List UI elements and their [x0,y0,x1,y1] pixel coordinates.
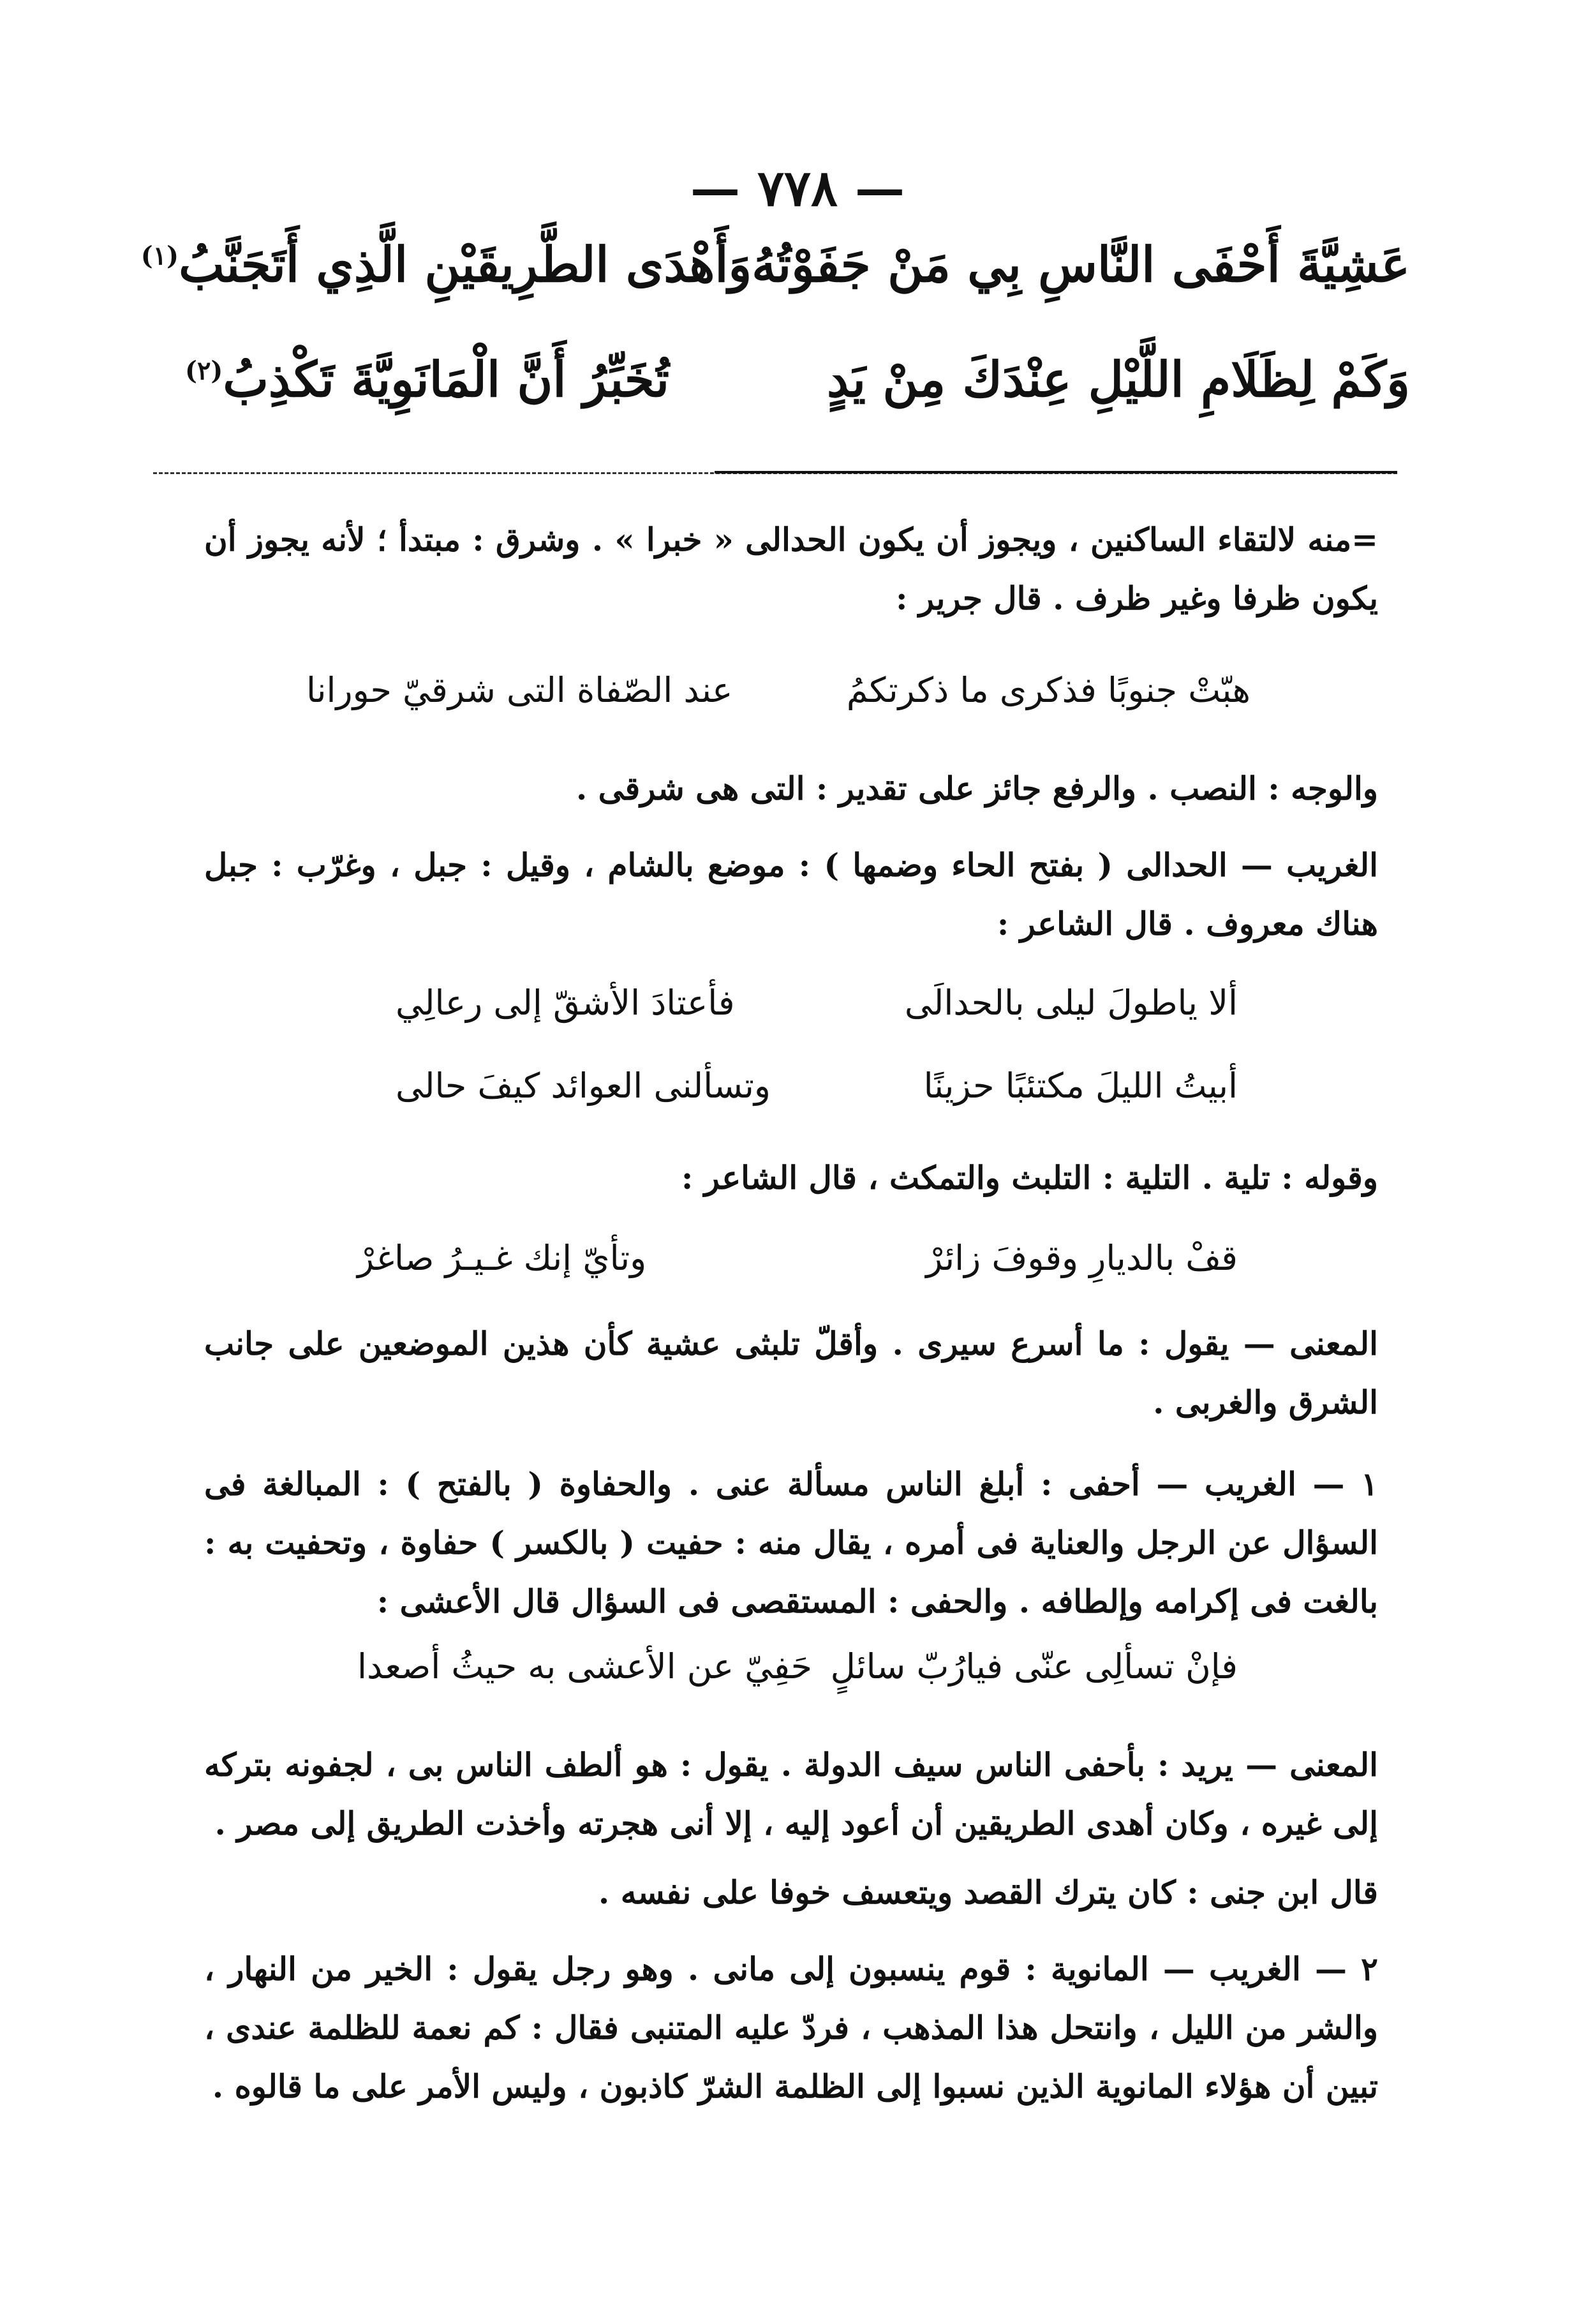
commentary-p1: =منه لالتقاء الساكنين ، ويجوز أن يكون الحدالى « خبرا » . وشرق : مبتدأ ؛ لأنه يجوز أن يكون ظرفا وغير ظرف . قال جرير : [204,521,1378,617]
poet-verse-1-second: فأعتادَ الأشقّ إلى رعالِي [396,983,735,1023]
poet-verse-1-first: ألا ياطولَ ليلى بالحدالَى [904,983,1238,1023]
aasha-first-hemistich: فإنْ تسألِى عنّى فيارُبّ سائلٍ [830,1646,1238,1687]
commentary-p3: الغريب — الحدالى ( بفتح الحاء وضمها ) : موضع بالشام ، وقيل : جبل ، وغرّب : جبل هناك معروف . قال الشاعر : [204,846,1378,942]
commentary-p4: وقوله : تلية . التلية : التلبث والتمكث ، قال الشاعر : [681,1159,1378,1196]
poet-verse-3 [357,1238,1238,1278]
footnote-1: ١ — الغريب — أحفى : أبلغ الناس مسألة عنى . والحفاوة ( بالفتح ) : المبالغة فى السؤال عن الرجل والعناية فى أمره ، يقال منه : حفيت ( بالكسر ) حفاوة ، وتحفيت به : بالغت فى إكرامه وإلطافه . والحفى : المستقصى فى السؤال قال الأعشى : [204,1465,1378,1620]
footnote-marker-1: (١) [140,241,179,271]
verse-1-second-text: وَأَهْدَى الطَّرِيقَيْنِ الَّذِي أَتَجَنَّبُ [179,236,752,293]
verse-2-second-hemistich [185,351,669,408]
jarir-verse [306,670,1250,710]
verse-line-1 [140,236,1410,293]
jarir-first-hemistich: هبّتْ جنوبًا فذكرى ما ذكرتكمُ [846,670,1250,710]
footnote-marker-2: (٢) [185,355,223,386]
poet-verse-3-second: وتأيّ إنك غـيـرُ صاغرْ [357,1238,647,1278]
ibn-jinni-note: قال ابن جنى : كان يترك القصد ويتعسف خوفا على نفسه . [598,1873,1378,1911]
footnote-1-meaning: المعنى — يريد : بأحفى الناس سيف الدولة . يقول : هو ألطف الناس بى ، لجفونه بتركه إلى غيره ، وكان أهدى الطريقين أن أعود إليه ، إلا أنى هجرته وأخذت الطريق إلى مصر . [204,1746,1378,1842]
footnote-2: ٢ — الغريب — المانوية : قوم ينسبون إلى مانى . وهو رجل يقول : الخير من النهار ، والشر من الليل ، وانتحل هذا المذهب ، فردّ عليه المتنبى فقال : كم نعمة للظلمة عندى ، تبين أن هؤلاء المانوية الذين نسبوا إلى الظلمة الشرّ كاذبون ، وليس الأمر على ما قالوه . [204,1950,1378,2105]
verse-2-second-text: تُخَبِّرُ أَنَّ الْمَانَوِيَّةَ تَكْذِبُ [223,351,669,408]
jarir-second-hemistich: عند الصّفاة التى شرقيّ حورانا [306,670,733,710]
divider-solid [715,471,1397,473]
poet-verse-2 [396,1066,1238,1106]
verse-1-first-hemistich: عَشِيَّةَ أَحْفَى النَّاسِ بِي مَنْ جَفَوْتُهُ [752,236,1410,293]
commentary-p2: والوجه : النصب . والرفع جائز على تقدير : التى هى شرقى . [575,770,1378,807]
verse-1-second-hemistich [141,236,752,293]
page-number: — ٧٧٨ — [690,160,905,218]
aasha-verse [357,1646,1238,1687]
poet-verse-2-second: وتسألنى العوائد كيفَ حالى [396,1066,771,1106]
verse-2-first-hemistich: وَكَمْ لِظَلَامِ اللَّيْلِ عِنْدَكَ مِنْ يَدٍ [826,351,1410,408]
poet-verse-2-first: أبيتُ الليلَ مكتئبًا حزينًا [923,1066,1238,1106]
poet-verse-3-first: قفْ بالديارِ وقوفَ زائرْ [926,1238,1238,1278]
commentary-p5: المعنى — يقول : ما أسرع سيرى . وأقلّ تلبثى عشية كأن هذين الموضعين على جانب الشرق والغربى . [204,1325,1378,1421]
verse-line-2 [185,351,1410,408]
aasha-second-hemistich: حَفِيّ عن الأعشى به حيثُ أصعدا [357,1646,812,1687]
poet-verse-1 [396,983,1238,1023]
